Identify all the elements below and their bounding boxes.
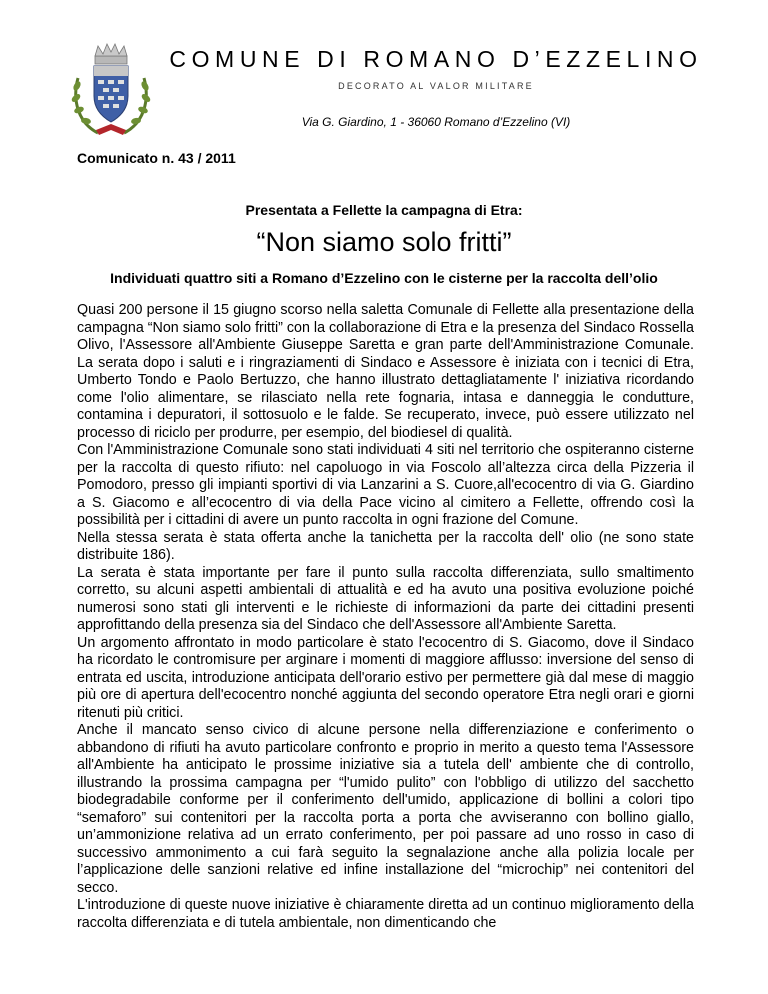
body-paragraph: L'introduzione di queste nuove iniziative è chiaramente diretta ad un continuo miglioramento della raccolta differenziata e di tutela ambientale, non dimenticando che (77, 897, 694, 931)
body-paragraph: Nella stessa serata è stata offerta anche la tanichetta per la raccolta dell' olio (ne sono state distribuite 186). (77, 529, 694, 563)
body-paragraph: Un argomento affrontato in modo particolare è stato l'ecocentro di S. Giacomo, dove il Sindaco ha ricordato le contromisure per arginare i momenti di maggiore afflusso: inversione del senso di entrata ed uscita, introduzione anticipata dell'orario estivo per permettere già dal mese di maggio più ore di apertura dell'ecocentro nonché aggiunta del secondo operatore Etra negli orari e giorni ritenuti più critici. (77, 634, 694, 721)
article-intro: Presentata a Fellette la campagna di Etra: (245, 202, 523, 218)
article-headline: “Non siamo solo fritti” (256, 227, 512, 257)
town-name: COMUNE DI ROMANO D’EZZELINO (169, 46, 703, 72)
body-paragraph: Con l'Amministrazione Comunale sono stati individuati 4 siti nel territorio che ospiteranno cisterne per la raccolta di questo rifiuto: nel capoluogo in via Foscolo all’altezza circa della Pizzeria il Pomodoro, presso gli impianti sportivi di via Lanzarini a S. Cuore,all'ecocentro di via G. Giardino a S. Giacomo e all’ecocentro di via della Pace vicino al cimitero a Fellette, offrendo così la possibilità per i cittadini di avere un punto raccolta in ogni frazione del Comune. (77, 442, 694, 528)
release-number: Comunicato n. 43 / 2011 (77, 150, 236, 166)
military-decoration-subtitle: DECORATO AL VALOR MILITARE (338, 81, 534, 91)
article-body (77, 302, 694, 992)
body-paragraph: La serata è stata importante per fare il punto sulla raccolta differenziata, sullo smaltimento corretto, su alcuni aspetti ambientali di attualità e ed ha avuto una positiva evoluzione poiché numerosi sono stati gli interventi e le richieste di informazioni da parte dei cittadini presenti approfittando della presenza sia del Sindaco che dell'Assessore all'Ambiente Saretta. (77, 564, 694, 633)
municipal-crest-icon (68, 38, 154, 138)
town-address: Via G. Giardino, 1 - 36060 Romano d’Ezzelino (VI) (301, 115, 571, 129)
article-subtitle: Individuati quattro siti a Romano d’Ezzelino con le cisterne per la raccolta dell’olio (110, 270, 658, 286)
body-paragraph: Anche il mancato senso civico di alcune persone nella differenziazione e conferimento o abbandono di rifiuti ha avuto particolare confronto e proprio in merito a questo tema l'Assessore all'Ambiente ha anticipato le prossime iniziative sia a tutela dell' ambiente che di controllo, illustrando la prossima campagna per “l'umido pulito” con l'obbligo di utilizzo del sacchetto biodegradabile conforme per il conferimento dell'umido, applicazione di bollini a colori tipo “semaforo” sui contenitori per la raccolta porta a porta che avviseranno con bollino giallo, un’ammonizione relativa ad un errato conferimento, per poi passare ad uno rosso in caso di successivo ammonimento a cui farà seguito la segnalazione anche alla polizia locale per l’applicazione delle sanzioni relative ed infine installazione del “microchip” nei contenitori del secco. (77, 722, 694, 896)
body-paragraph: Quasi 200 persone il 15 giugno scorso nella saletta Comunale di Fellette alla presentazione della campagna “Non siamo solo fritti” con la collaborazione di Etra e la presenza del Sindaco Rossella Olivo, l'Assessore all'Ambiente Giuseppe Saretta e gran parte dell'Amministrazione Comunale. La serata dopo i saluti e i ringraziamenti di Sindaco e Assessore è iniziata con i tecnici di Etra, Umberto Tondo e Paolo Bertuzzo, che hanno illustrato dettagliatamente l' iniziativa ricordando come l'olio alimentare, se rilasciato nella rete fognaria, intasa e danneggia le condutture, contamina i depuratori, il sottosuolo e le falde. Se recuperato, invece, può essere utilizzato nel processo di riciclo per produrre, per esempio, del biodiesel di qualità. (77, 302, 694, 441)
